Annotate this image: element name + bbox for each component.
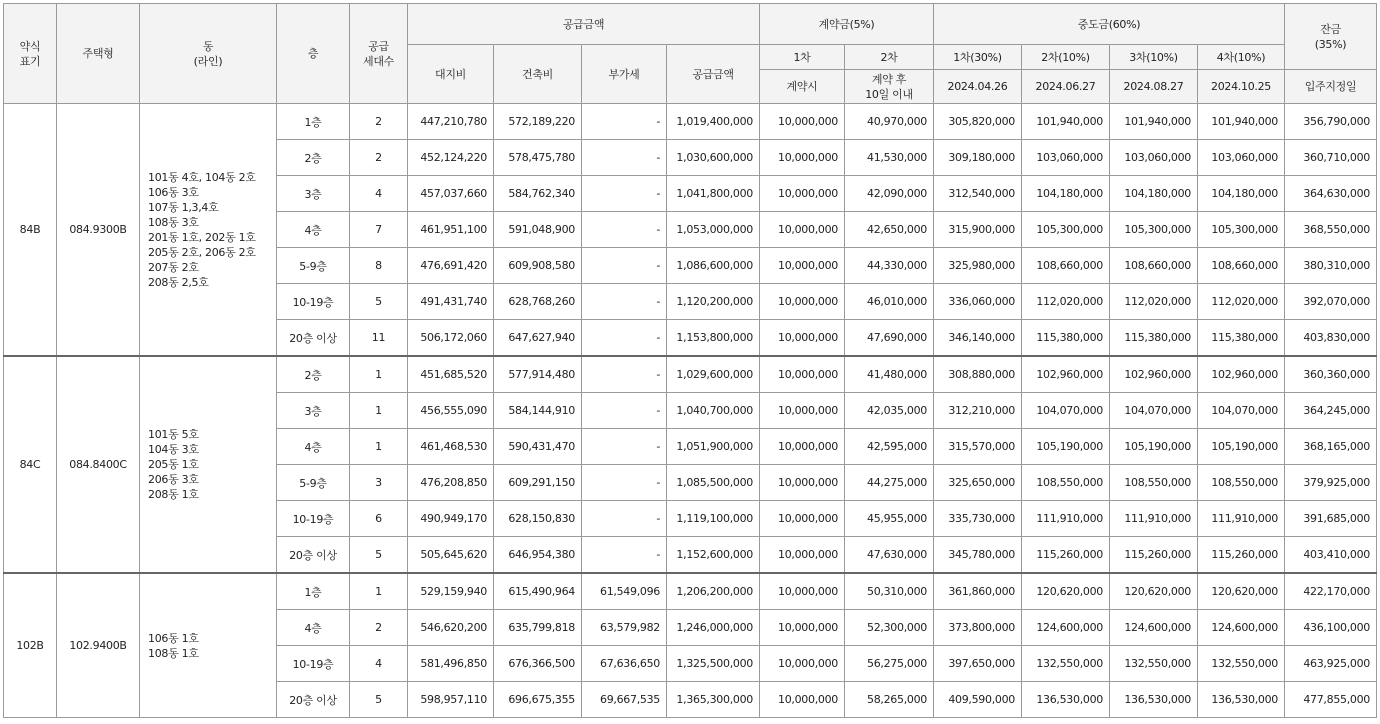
land-cost-cell: 506,172,060 [408,320,494,357]
balance-cell: 356,790,000 [1285,104,1377,140]
mid-1-cell: 335,730,000 [934,501,1022,537]
mid-1-cell: 312,210,000 [934,393,1022,429]
supply-total-cell: 1,365,300,000 [667,682,760,718]
dong-line-item: 104동 3호 [148,443,199,456]
header-vat: 부가세 [582,45,667,104]
abbr-cell: 102B [4,573,57,718]
mid-2-cell: 102,960,000 [1022,356,1110,393]
mid-1-cell: 397,650,000 [934,646,1022,682]
header-balance: 잔금 (35%) [1285,4,1377,70]
deposit-2-cell: 56,275,000 [845,646,934,682]
mid-3-cell: 105,300,000 [1110,212,1198,248]
floor-cell: 20층 이상 [277,537,350,574]
mid-3-cell: 104,180,000 [1110,176,1198,212]
households-cell: 1 [350,393,408,429]
supply-total-cell: 1,120,200,000 [667,284,760,320]
mid-3-cell: 132,550,000 [1110,646,1198,682]
households-cell: 1 [350,573,408,610]
header-deposit-1: 1차 [760,45,845,70]
table-row [4,573,1377,610]
vat-cell: 63,579,982 [582,610,667,646]
vat-cell: - [582,140,667,176]
deposit-2-cell: 41,480,000 [845,356,934,393]
header-households: 공급 세대수 [350,4,408,104]
vat-cell: - [582,393,667,429]
mid-1-cell: 373,800,000 [934,610,1022,646]
building-cost-cell: 615,490,964 [494,573,582,610]
land-cost-cell: 491,431,740 [408,284,494,320]
mid-2-cell: 105,190,000 [1022,429,1110,465]
supply-total-cell: 1,152,600,000 [667,537,760,574]
mid-4-cell: 115,260,000 [1198,537,1285,574]
building-cost-cell: 609,291,150 [494,465,582,501]
land-cost-cell: 546,620,200 [408,610,494,646]
header-mid-payment-group: 중도금(60%) [934,4,1285,45]
header-mid-4-date: 2024.10.25 [1198,70,1285,104]
housing-type-cell: 102.9400B [57,573,140,718]
mid-4-cell: 103,060,000 [1198,140,1285,176]
table-row [4,356,1377,393]
deposit-1-cell: 10,000,000 [760,212,845,248]
vat-cell: 61,549,096 [582,573,667,610]
mid-2-cell: 115,260,000 [1022,537,1110,574]
land-cost-cell: 451,685,520 [408,356,494,393]
land-cost-cell: 505,645,620 [408,537,494,574]
floor-cell: 1층 [277,573,350,610]
vat-cell: - [582,284,667,320]
mid-2-cell: 101,940,000 [1022,104,1110,140]
mid-1-cell: 336,060,000 [934,284,1022,320]
deposit-1-cell: 10,000,000 [760,393,845,429]
supply-total-cell: 1,051,900,000 [667,429,760,465]
floor-cell: 2층 [277,140,350,176]
floor-cell: 5-9층 [277,248,350,284]
households-cell: 7 [350,212,408,248]
deposit-2-cell: 45,955,000 [845,501,934,537]
supply-total-cell: 1,053,000,000 [667,212,760,248]
mid-1-cell: 409,590,000 [934,682,1022,718]
land-cost-cell: 529,159,940 [408,573,494,610]
mid-2-cell: 108,550,000 [1022,465,1110,501]
mid-1-cell: 361,860,000 [934,573,1022,610]
land-cost-cell: 452,124,220 [408,140,494,176]
vat-cell: - [582,429,667,465]
balance-cell: 477,855,000 [1285,682,1377,718]
mid-4-cell: 102,960,000 [1198,356,1285,393]
supply-total-cell: 1,206,200,000 [667,573,760,610]
land-cost-cell: 457,037,660 [408,176,494,212]
dong-line-cell [140,573,277,718]
header-mid-1-date: 2024.04.26 [934,70,1022,104]
vat-cell: - [582,537,667,574]
table-header [4,4,1377,104]
dong-line-item: 107동 1,3,4호 [148,200,219,214]
households-cell: 2 [350,610,408,646]
mid-2-cell: 108,660,000 [1022,248,1110,284]
mid-1-cell: 315,900,000 [934,212,1022,248]
mid-2-cell: 132,550,000 [1022,646,1110,682]
balance-cell: 368,165,000 [1285,429,1377,465]
building-cost-cell: 591,048,900 [494,212,582,248]
mid-1-cell: 346,140,000 [934,320,1022,357]
households-cell: 8 [350,248,408,284]
mid-4-cell: 104,180,000 [1198,176,1285,212]
balance-cell: 436,100,000 [1285,610,1377,646]
supply-total-cell: 1,041,800,000 [667,176,760,212]
building-cost-cell: 577,914,480 [494,356,582,393]
households-cell: 11 [350,320,408,357]
building-cost-cell: 609,908,580 [494,248,582,284]
mid-1-cell: 312,540,000 [934,176,1022,212]
deposit-1-cell: 10,000,000 [760,537,845,574]
mid-4-cell: 108,660,000 [1198,248,1285,284]
mid-3-cell: 115,260,000 [1110,537,1198,574]
deposit-1-cell: 10,000,000 [760,646,845,682]
land-cost-cell: 490,949,170 [408,501,494,537]
land-cost-cell: 461,468,530 [408,429,494,465]
supply-total-cell: 1,246,000,000 [667,610,760,646]
floor-cell: 2층 [277,356,350,393]
building-cost-cell: 696,675,355 [494,682,582,718]
deposit-1-cell: 10,000,000 [760,429,845,465]
households-cell: 3 [350,465,408,501]
households-cell: 5 [350,284,408,320]
vat-cell: - [582,356,667,393]
header-supply-total: 공급금액 [667,45,760,104]
floor-cell: 4층 [277,212,350,248]
building-cost-cell: 628,768,260 [494,284,582,320]
dong-line-item: 208동 2,5호 [148,275,209,289]
balance-cell: 379,925,000 [1285,465,1377,501]
mid-3-cell: 136,530,000 [1110,682,1198,718]
vat-cell: - [582,176,667,212]
mid-3-cell: 120,620,000 [1110,573,1198,610]
deposit-1-cell: 10,000,000 [760,501,845,537]
deposit-2-cell: 44,275,000 [845,465,934,501]
header-balance-sub: 입주지정일 [1285,70,1377,104]
header-deposit-1-sub: 계약시 [760,70,845,104]
deposit-1-cell: 10,000,000 [760,320,845,357]
table-row [4,104,1377,140]
abbr-cell: 84B [4,104,57,357]
vat-cell: 67,636,650 [582,646,667,682]
vat-cell: - [582,212,667,248]
dong-line-item: 206동 3호 [148,473,199,486]
mid-3-cell: 115,380,000 [1110,320,1198,357]
building-cost-cell: 647,627,940 [494,320,582,357]
header-mid-3: 3차(10%) [1110,45,1198,70]
mid-1-cell: 309,180,000 [934,140,1022,176]
households-cell: 2 [350,140,408,176]
mid-4-cell: 115,380,000 [1198,320,1285,357]
header-building-cost: 건축비 [494,45,582,104]
supply-price-table [3,3,1377,718]
mid-4-cell: 105,300,000 [1198,212,1285,248]
header-deposit-group: 계약금(5%) [760,4,934,45]
households-cell: 4 [350,176,408,212]
supply-total-cell: 1,019,400,000 [667,104,760,140]
mid-4-cell: 111,910,000 [1198,501,1285,537]
floor-cell: 3층 [277,176,350,212]
header-land-cost: 대지비 [408,45,494,104]
abbr-cell: 84C [4,356,57,573]
header-mid-4: 4차(10%) [1198,45,1285,70]
mid-3-cell: 102,960,000 [1110,356,1198,393]
floor-cell: 4층 [277,429,350,465]
floor-cell: 5-9층 [277,465,350,501]
deposit-1-cell: 10,000,000 [760,104,845,140]
building-cost-cell: 572,189,220 [494,104,582,140]
mid-4-cell: 108,550,000 [1198,465,1285,501]
building-cost-cell: 584,762,340 [494,176,582,212]
mid-1-cell: 345,780,000 [934,537,1022,574]
mid-1-cell: 325,980,000 [934,248,1022,284]
deposit-2-cell: 40,970,000 [845,104,934,140]
header-mid-2-date: 2024.06.27 [1022,70,1110,104]
header-mid-1: 1차(30%) [934,45,1022,70]
deposit-2-cell: 50,310,000 [845,573,934,610]
deposit-2-cell: 52,300,000 [845,610,934,646]
deposit-1-cell: 10,000,000 [760,610,845,646]
deposit-1-cell: 10,000,000 [760,356,845,393]
households-cell: 6 [350,501,408,537]
floor-cell: 10-19층 [277,646,350,682]
header-floor: 층 [277,4,350,104]
balance-cell: 422,170,000 [1285,573,1377,610]
mid-3-cell: 101,940,000 [1110,104,1198,140]
mid-4-cell: 124,600,000 [1198,610,1285,646]
dong-line-item: 208동 1호 [148,488,199,501]
dong-line-item: 101동 5호 [148,428,199,441]
building-cost-cell: 646,954,380 [494,537,582,574]
deposit-1-cell: 10,000,000 [760,140,845,176]
floor-cell: 3층 [277,393,350,429]
land-cost-cell: 461,951,100 [408,212,494,248]
header-mid-3-date: 2024.08.27 [1110,70,1198,104]
deposit-2-cell: 58,265,000 [845,682,934,718]
deposit-2-cell: 41,530,000 [845,140,934,176]
building-cost-cell: 584,144,910 [494,393,582,429]
land-cost-cell: 447,210,780 [408,104,494,140]
header-supply-amount-group: 공급금액 [408,4,760,45]
balance-cell: 403,830,000 [1285,320,1377,357]
supply-total-cell: 1,085,500,000 [667,465,760,501]
price-table-wrapper [3,3,1377,718]
balance-cell: 364,630,000 [1285,176,1377,212]
mid-2-cell: 103,060,000 [1022,140,1110,176]
dong-line-item: 101동 4호, 104동 2호 [148,170,256,184]
deposit-2-cell: 47,630,000 [845,537,934,574]
mid-2-cell: 124,600,000 [1022,610,1110,646]
mid-3-cell: 108,660,000 [1110,248,1198,284]
balance-cell: 391,685,000 [1285,501,1377,537]
dong-line-cell [140,356,277,573]
households-cell: 1 [350,429,408,465]
balance-cell: 360,710,000 [1285,140,1377,176]
mid-2-cell: 111,910,000 [1022,501,1110,537]
deposit-2-cell: 47,690,000 [845,320,934,357]
land-cost-cell: 476,208,850 [408,465,494,501]
land-cost-cell: 598,957,110 [408,682,494,718]
building-cost-cell: 578,475,780 [494,140,582,176]
dong-line-item: 108동 3호 [148,215,199,229]
mid-1-cell: 305,820,000 [934,104,1022,140]
housing-type-cell: 084.8400C [57,356,140,573]
land-cost-cell: 476,691,420 [408,248,494,284]
land-cost-cell: 581,496,850 [408,646,494,682]
mid-2-cell: 104,070,000 [1022,393,1110,429]
mid-3-cell: 104,070,000 [1110,393,1198,429]
mid-4-cell: 136,530,000 [1198,682,1285,718]
header-abbr: 약식 표기 [4,4,57,104]
deposit-2-cell: 46,010,000 [845,284,934,320]
mid-3-cell: 111,910,000 [1110,501,1198,537]
supply-total-cell: 1,040,700,000 [667,393,760,429]
land-cost-cell: 456,555,090 [408,393,494,429]
floor-cell: 10-19층 [277,284,350,320]
mid-4-cell: 105,190,000 [1198,429,1285,465]
supply-total-cell: 1,325,500,000 [667,646,760,682]
households-cell: 5 [350,537,408,574]
mid-3-cell: 103,060,000 [1110,140,1198,176]
dong-line-item: 205동 1호 [148,458,199,471]
mid-1-cell: 308,880,000 [934,356,1022,393]
mid-4-cell: 112,020,000 [1198,284,1285,320]
deposit-1-cell: 10,000,000 [760,465,845,501]
households-cell: 4 [350,646,408,682]
building-cost-cell: 590,431,470 [494,429,582,465]
deposit-2-cell: 44,330,000 [845,248,934,284]
building-cost-cell: 635,799,818 [494,610,582,646]
balance-cell: 463,925,000 [1285,646,1377,682]
supply-total-cell: 1,030,600,000 [667,140,760,176]
table-body [4,104,1377,718]
mid-3-cell: 108,550,000 [1110,465,1198,501]
supply-total-cell: 1,153,800,000 [667,320,760,357]
mid-4-cell: 104,070,000 [1198,393,1285,429]
deposit-2-cell: 42,595,000 [845,429,934,465]
mid-2-cell: 136,530,000 [1022,682,1110,718]
dong-line-item: 106동 3호 [148,185,199,199]
supply-total-cell: 1,086,600,000 [667,248,760,284]
mid-3-cell: 124,600,000 [1110,610,1198,646]
floor-cell: 4층 [277,610,350,646]
households-cell: 5 [350,682,408,718]
vat-cell: - [582,104,667,140]
balance-cell: 380,310,000 [1285,248,1377,284]
mid-2-cell: 115,380,000 [1022,320,1110,357]
vat-cell: - [582,248,667,284]
floor-cell: 20층 이상 [277,682,350,718]
mid-4-cell: 132,550,000 [1198,646,1285,682]
mid-2-cell: 105,300,000 [1022,212,1110,248]
mid-2-cell: 104,180,000 [1022,176,1110,212]
mid-3-cell: 105,190,000 [1110,429,1198,465]
balance-cell: 360,360,000 [1285,356,1377,393]
deposit-1-cell: 10,000,000 [760,284,845,320]
balance-cell: 364,245,000 [1285,393,1377,429]
deposit-2-cell: 42,035,000 [845,393,934,429]
dong-line-item: 108동 1호 [148,646,199,660]
header-dong: 동 (라인) [140,4,277,104]
floor-cell: 10-19층 [277,501,350,537]
households-cell: 2 [350,104,408,140]
floor-cell: 20층 이상 [277,320,350,357]
supply-total-cell: 1,029,600,000 [667,356,760,393]
balance-cell: 368,550,000 [1285,212,1377,248]
dong-line-item: 106동 1호 [148,631,199,645]
dong-line-item: 205동 2호, 206동 2호 [148,245,256,259]
deposit-1-cell: 10,000,000 [760,248,845,284]
mid-2-cell: 112,020,000 [1022,284,1110,320]
mid-4-cell: 120,620,000 [1198,573,1285,610]
mid-1-cell: 315,570,000 [934,429,1022,465]
building-cost-cell: 676,366,500 [494,646,582,682]
floor-cell: 1층 [277,104,350,140]
balance-cell: 392,070,000 [1285,284,1377,320]
building-cost-cell: 628,150,830 [494,501,582,537]
supply-total-cell: 1,119,100,000 [667,501,760,537]
vat-cell: - [582,501,667,537]
housing-type-cell: 084.9300B [57,104,140,357]
vat-cell: - [582,465,667,501]
header-mid-2: 2차(10%) [1022,45,1110,70]
households-cell: 1 [350,356,408,393]
header-deposit-2-sub: 계약 후 10일 이내 [845,70,934,104]
header-housing-type: 주택형 [57,4,140,104]
deposit-1-cell: 10,000,000 [760,682,845,718]
mid-2-cell: 120,620,000 [1022,573,1110,610]
mid-1-cell: 325,650,000 [934,465,1022,501]
vat-cell: 69,667,535 [582,682,667,718]
balance-cell: 403,410,000 [1285,537,1377,574]
deposit-1-cell: 10,000,000 [760,573,845,610]
dong-line-item: 201동 1호, 202동 1호 [148,230,256,244]
mid-3-cell: 112,020,000 [1110,284,1198,320]
deposit-1-cell: 10,000,000 [760,176,845,212]
deposit-2-cell: 42,090,000 [845,176,934,212]
dong-line-cell [140,104,277,357]
mid-4-cell: 101,940,000 [1198,104,1285,140]
vat-cell: - [582,320,667,357]
header-deposit-2: 2차 [845,45,934,70]
deposit-2-cell: 42,650,000 [845,212,934,248]
dong-line-item: 207동 2호 [148,260,199,274]
